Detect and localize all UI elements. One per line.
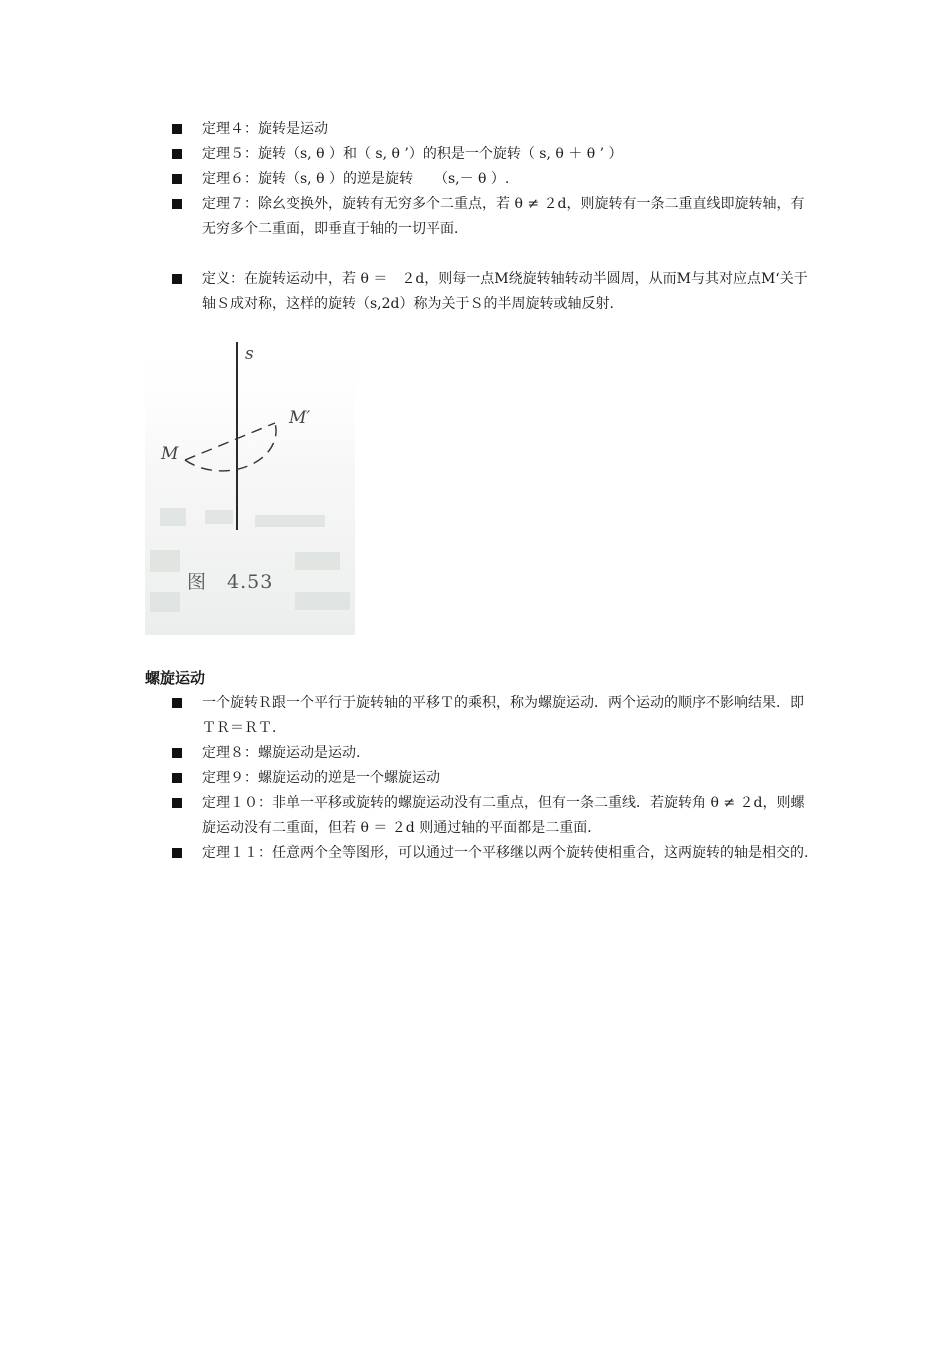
screw-motion-definition-text: 一个旋转Ｒ跟一个平行于旋转轴的平移Ｔ的乘积，称为螺旋运动．两个运动的顺序不影响结果．即ＴＲ＝ＲＴ． bbox=[202, 695, 804, 736]
square-bullet-icon bbox=[172, 798, 182, 808]
definition-text: 定义：在旋转运动中，若 θ ＝ ２d，则每一点M绕旋转轴转动半圆周，从而M与其对应点M‘关于轴Ｓ成对称，这样的旋转（s,2d）称为关于Ｓ的半周旋转或轴反射. bbox=[202, 271, 808, 312]
theorem-4-text: 定理４：旋转是运动 bbox=[202, 121, 328, 137]
square-bullet-icon bbox=[172, 174, 182, 184]
square-bullet-icon bbox=[172, 149, 182, 159]
point-label-m: M bbox=[161, 444, 179, 464]
list-item bbox=[172, 791, 817, 840]
list-item bbox=[172, 192, 817, 241]
square-bullet-icon bbox=[172, 773, 182, 783]
point-label-m-prime: M′ bbox=[289, 408, 311, 428]
square-bullet-icon bbox=[172, 698, 182, 708]
square-bullet-icon bbox=[172, 848, 182, 858]
theorem-8-text: 定理８：螺旋运动是运动. bbox=[202, 745, 361, 761]
theorem-5-text: 定理５：旋转（s, θ ）和（ s, θ ’）的积是一个旋转（ s, θ ＋ θ ’ ） bbox=[202, 146, 623, 162]
theorem-11-text: 定理１１：任意两个全等图形，可以通过一个平移继以两个旋转使相重合，这两旋转的轴是相交的. bbox=[202, 845, 809, 861]
theorem-9-text: 定理９：螺旋运动的逆是一个螺旋运动 bbox=[202, 770, 440, 786]
square-bullet-icon bbox=[172, 199, 182, 209]
figure-caption: 图 4.53 bbox=[187, 571, 274, 593]
list-item bbox=[172, 741, 817, 766]
square-bullet-icon bbox=[172, 124, 182, 134]
list-item bbox=[172, 841, 817, 866]
list-item bbox=[172, 691, 817, 740]
list-item bbox=[172, 766, 817, 791]
theorem-10-text: 定理１０：非单一平移或旋转的螺旋运动没有二重点，但有一条二重线．若旋转角 θ ≠ ２d，则螺旋运动没有二重面，但若 θ ＝ ２d 则通过轴的平面都是二重面． bbox=[202, 795, 805, 836]
square-bullet-icon bbox=[172, 748, 182, 758]
axis-label-s: s bbox=[245, 344, 254, 364]
theorem-7-text: 定理７：除幺变换外，旋转有无穷多个二重点，若 θ ≠ ２d，则旋转有一条二重直线即旋转轴，有无穷多个二重面，即垂直于轴的一切平面． bbox=[202, 196, 805, 237]
section-heading: 螺旋运动 bbox=[145, 669, 206, 687]
list-item bbox=[172, 142, 817, 167]
list-item bbox=[172, 167, 817, 192]
theorem-6-text: 定理６：旋转（s, θ ）的逆是旋转 （s,－ θ ）. bbox=[202, 171, 510, 187]
definition-item bbox=[172, 267, 817, 316]
square-bullet-icon bbox=[172, 274, 182, 284]
list-item bbox=[172, 117, 817, 142]
